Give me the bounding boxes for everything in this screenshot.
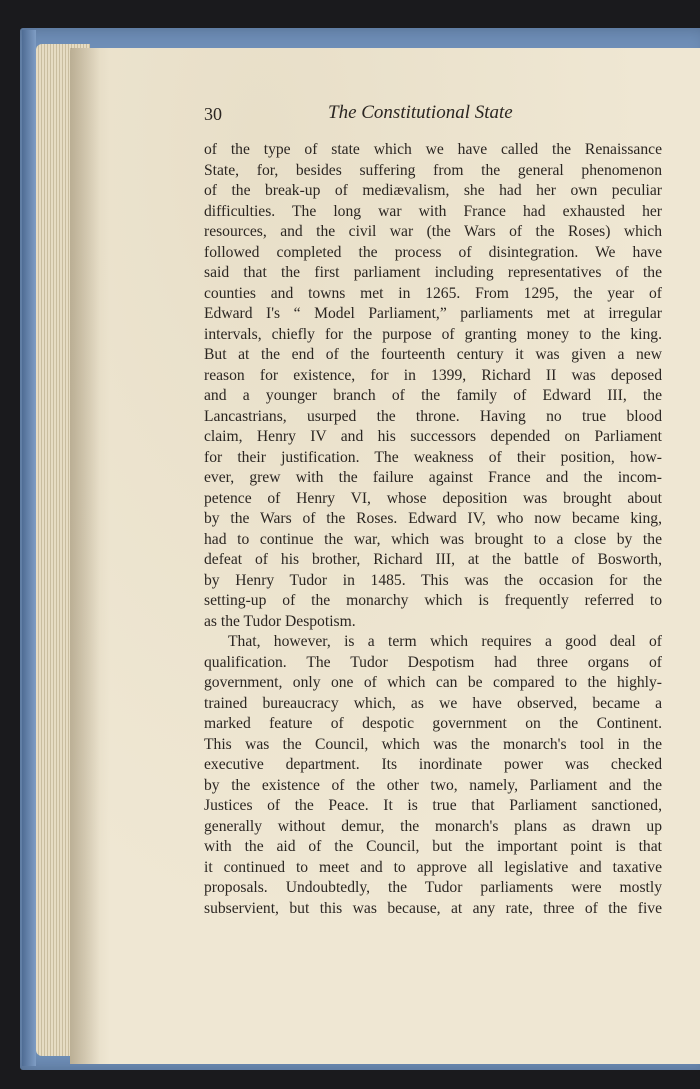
body-text	[204, 140, 662, 919]
text-line: by the Wars of the Roses. Edward IV, who now became king,	[204, 510, 662, 527]
text-line: of the type of state which we have called the Renaissance	[204, 141, 662, 158]
text-line: it continued to meet and to approve all legislative and taxative	[204, 858, 662, 876]
text-line: Lancastrians, usurped the throne. Having no true blood	[204, 407, 662, 425]
text-line: Edward I's “ Model Parliament,” parliaments met at irregular	[204, 305, 662, 322]
text-line: with the aid of the Council, but the important point is that	[204, 838, 662, 855]
text-line: counties and towns met in 1265. From 1295, the year of	[204, 284, 662, 302]
text-line: proposals. Undoubtedly, the Tudor parliaments were mostly	[204, 879, 662, 896]
running-title: The Constitutional State	[328, 102, 513, 123]
page-number: 30	[204, 104, 222, 124]
text-line: trained bureaucracy which, as we have observed, became a	[204, 694, 662, 712]
text-line: State, for, besides suffering from the general phenomenon	[204, 161, 662, 179]
text-line: and a younger branch of the family of Edward III, the	[204, 387, 662, 404]
text-line: setting-up of the monarchy which is frequently referred to	[204, 592, 662, 609]
text-line: executive department. Its inordinate power was checked	[204, 756, 662, 773]
text-line: qualification. The Tudor Despotism had three organs of	[204, 653, 662, 671]
text-line: intervals, chiefly for the purpose of granting money to the king.	[204, 325, 662, 343]
text-line: said that the first parliament including representatives of the	[204, 264, 662, 281]
text-line: resources, and the civil war (the Wars of the Roses) which	[204, 223, 662, 240]
text-line: for their justification. The weakness of their position, how-	[204, 448, 662, 466]
text-line: subservient, but this was because, at any rate, three of the five	[204, 899, 662, 917]
text-line: But at the end of the fourteenth century it was given a new	[204, 346, 662, 363]
text-line: by Henry Tudor in 1485. This was the occasion for the	[204, 571, 662, 589]
text-line: of the break-up of mediævalism, she had her own peculiar	[204, 182, 662, 199]
text-line: Justices of the Peace. It is true that Parliament sanctioned,	[204, 797, 662, 814]
text-line: ever, grew with the failure against France and the incom-	[204, 469, 662, 486]
text-line: as the Tudor Despotism.	[204, 612, 356, 630]
text-line: claim, Henry IV and his successors depended on Parliament	[204, 428, 662, 445]
text-line: defeat of his brother, Richard III, at the battle of Bosworth,	[204, 551, 662, 568]
text-line: reason for existence, for in 1399, Richard II was deposed	[204, 366, 662, 384]
paragraph	[204, 632, 662, 919]
text-line: petence of Henry VI, whose deposition was brought about	[204, 489, 662, 507]
text-line: by the existence of the other two, namely, Parliament and the	[204, 776, 662, 794]
text-line: had to continue the war, which was brought to a close by the	[204, 530, 662, 548]
text-line: That, however, is a term which requires a good deal of	[228, 633, 662, 650]
text-line: difficulties. The long war with France had exhausted her	[204, 202, 662, 220]
text-line: government, only one of which can be compared to the highly-	[204, 674, 662, 691]
text-line: followed completed the process of disintegration. We have	[204, 243, 662, 261]
gutter-shadow	[70, 48, 100, 1064]
page-header	[204, 102, 664, 128]
text-line: generally without demur, the monarch's plans as drawn up	[204, 817, 662, 835]
paragraph	[204, 140, 662, 632]
text-line: marked feature of despotic government on the Continent.	[204, 715, 662, 732]
text-line: This was the Council, which was the monarch's tool in the	[204, 735, 662, 753]
cover-spine-edge	[22, 30, 36, 1066]
